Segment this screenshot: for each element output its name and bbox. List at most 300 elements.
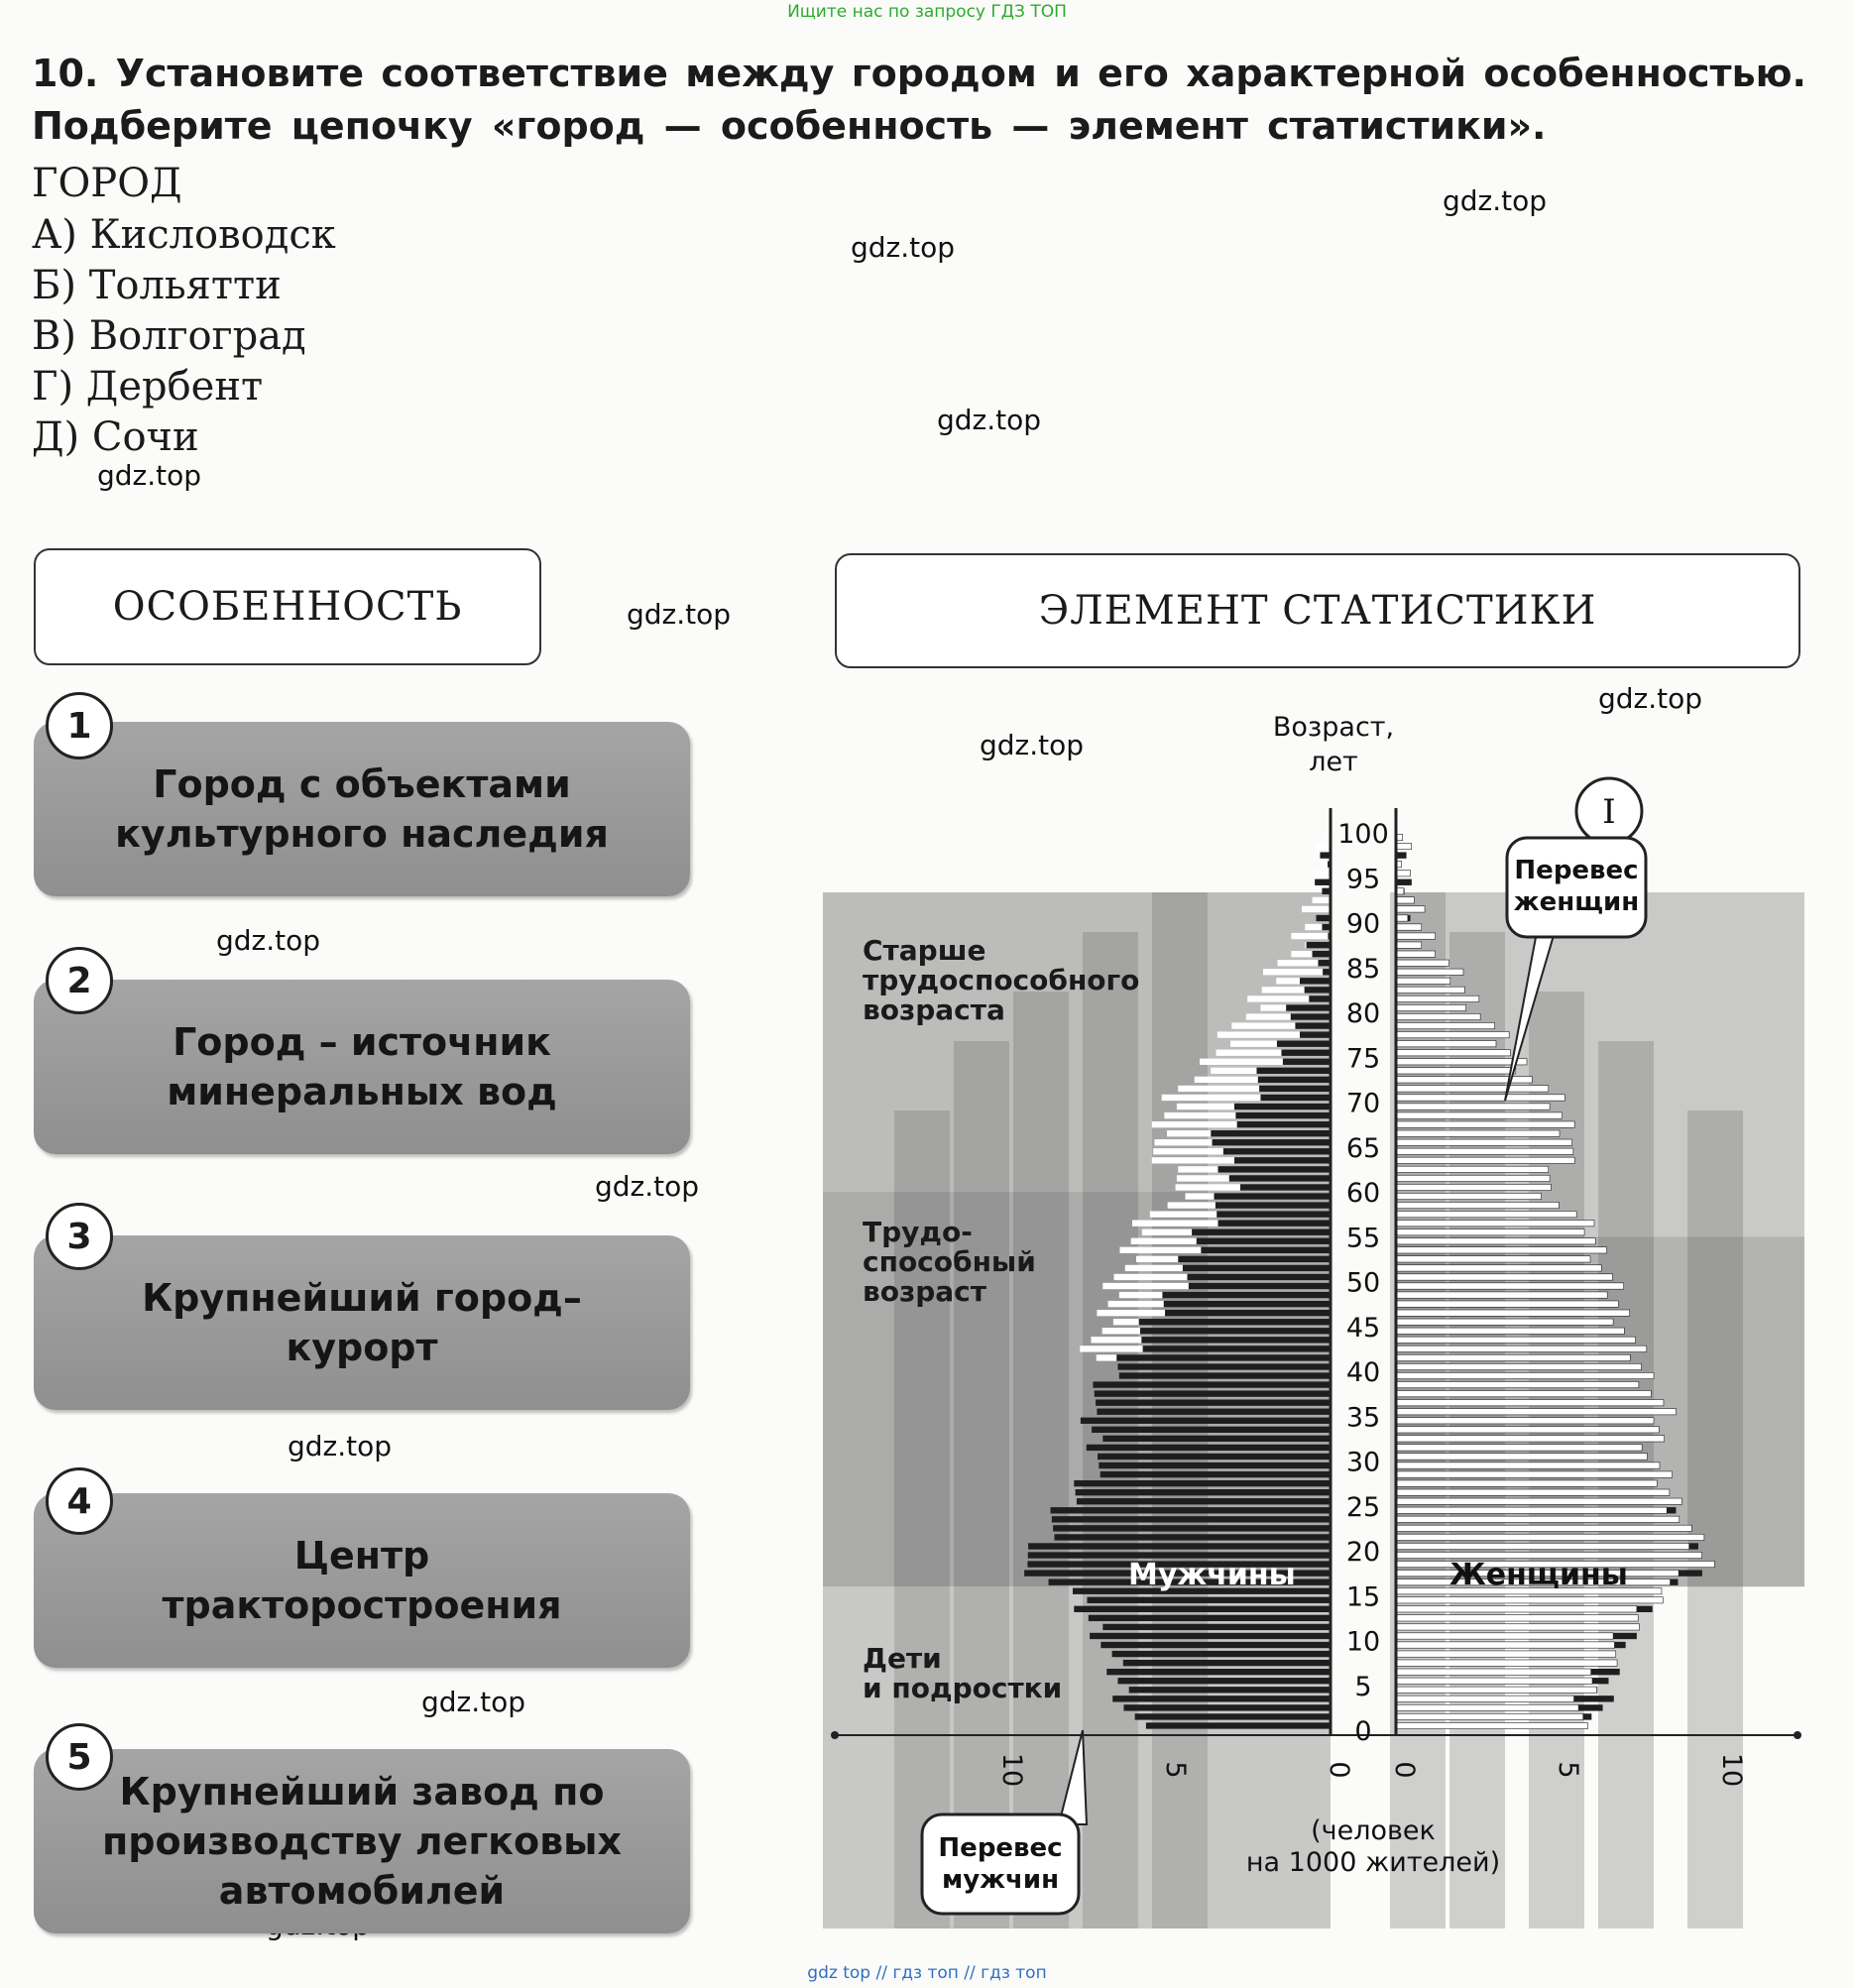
female-bar — [1396, 1489, 1670, 1495]
male-bar — [1307, 942, 1331, 948]
svg-text:Перевес: Перевес — [1514, 856, 1639, 885]
female-excess-overlay — [1276, 978, 1300, 984]
y-axis-title-line2: лет — [1309, 747, 1358, 777]
female-bar — [1396, 1345, 1647, 1351]
female-bar — [1396, 906, 1425, 912]
female-bar — [1396, 1221, 1594, 1227]
male-bar — [1235, 1112, 1331, 1118]
male-bar — [1140, 1328, 1331, 1334]
x-axis-end-dot — [831, 1731, 839, 1739]
age-tick-labels — [1337, 819, 1389, 1747]
age-tick-label: 100 — [1337, 819, 1389, 850]
task-heading-line1: 10. Установите соответствие между городом и его характерной особенностью. — [32, 52, 1806, 95]
male-bar — [1305, 987, 1331, 993]
watermark-text: gdz.top — [421, 1686, 526, 1718]
male-bar — [1295, 1022, 1331, 1028]
male-excess-overlay — [1404, 888, 1405, 894]
female-bar — [1396, 1696, 1574, 1701]
watermark-text: gdz.top — [627, 598, 732, 631]
female-bar — [1396, 1148, 1573, 1154]
female-excess-overlay — [1114, 1274, 1188, 1280]
female-excess-overlay — [1097, 1354, 1116, 1360]
female-bar — [1396, 1713, 1583, 1719]
female-excess-overlay — [1195, 1077, 1258, 1083]
male-bar — [1320, 852, 1331, 858]
male-excess-overlay — [1578, 1704, 1602, 1710]
female-bar — [1396, 897, 1414, 903]
female-bar — [1396, 951, 1436, 957]
female-excess-overlay — [1262, 987, 1305, 993]
female-bar — [1396, 924, 1422, 930]
male-bar — [1316, 915, 1331, 921]
female-bar — [1396, 1687, 1597, 1693]
female-bar — [1396, 1283, 1624, 1289]
female-excess-overlay — [1080, 1345, 1142, 1351]
male-bar — [1123, 1704, 1331, 1710]
female-excess-overlay — [1313, 897, 1330, 903]
male-bar — [1118, 1678, 1332, 1684]
male-bar — [1216, 1202, 1331, 1208]
female-excess-overlay — [1260, 1004, 1286, 1010]
male-excess-overlay — [1637, 1606, 1653, 1612]
city-item: В) Волгоград — [32, 313, 306, 359]
female-excess-overlay — [1108, 1301, 1164, 1307]
female-excess-overlay — [1324, 834, 1329, 840]
male-bar — [1215, 1193, 1331, 1199]
male-bar — [1087, 1597, 1331, 1603]
male-bar — [1309, 995, 1331, 1001]
female-bar — [1396, 1059, 1527, 1065]
male-bar — [1141, 1337, 1331, 1343]
age-tick-label: 15 — [1345, 1581, 1381, 1613]
female-bar — [1396, 1436, 1665, 1442]
female-bar — [1396, 1301, 1618, 1307]
male-excess-overlay — [1671, 1579, 1679, 1585]
feature-card-text: Центр тракторостроения — [162, 1534, 562, 1627]
male-bar — [1315, 879, 1331, 885]
female-bar — [1396, 995, 1479, 1001]
female-bar — [1396, 871, 1411, 877]
female-bar — [1396, 1704, 1578, 1710]
female-bar — [1396, 1068, 1516, 1074]
female-excess-overlay — [1102, 1283, 1188, 1289]
female-bar — [1396, 1274, 1612, 1280]
male-excess-overlay — [1398, 852, 1407, 858]
female-bar — [1396, 1328, 1624, 1334]
female-excess-overlay — [1305, 924, 1322, 930]
top-watermark-note: Ищите нас по запросу ГДЗ ТОП — [787, 2, 1067, 22]
age-tick-label: 85 — [1345, 953, 1381, 985]
male-bar — [1192, 1229, 1331, 1235]
female-excess-overlay — [1291, 933, 1328, 939]
female-excess-overlay — [1119, 1247, 1201, 1253]
female-bar — [1396, 1166, 1549, 1172]
male-bar — [1164, 1301, 1331, 1307]
female-bar — [1396, 1381, 1639, 1387]
female-bar — [1396, 1390, 1651, 1396]
age-tick-label: 0 — [1354, 1716, 1372, 1747]
age-tick-label: 10 — [1345, 1626, 1381, 1658]
female-excess-overlay — [1168, 1202, 1216, 1208]
male-bar — [1313, 951, 1331, 957]
female-bar — [1396, 1400, 1664, 1406]
female-bar — [1396, 1462, 1660, 1468]
female-bar — [1396, 1319, 1613, 1325]
svg-text:женщин: женщин — [1513, 887, 1640, 917]
male-bar — [1096, 1400, 1331, 1406]
age-tick-label: 45 — [1345, 1312, 1381, 1344]
female-bar — [1396, 942, 1422, 948]
male-bar — [1093, 1381, 1331, 1387]
male-bar — [1102, 1624, 1331, 1630]
watermark-text: gdz.top — [97, 459, 202, 492]
female-bar — [1396, 1256, 1590, 1262]
male-bar — [1089, 1615, 1331, 1621]
zone-label-old: Старше трудоспособного возраста — [863, 934, 1140, 1026]
female-excess-overlay — [1305, 942, 1306, 948]
watermark-text: gdz.top — [851, 231, 956, 264]
male-excess-overlay — [1689, 1543, 1698, 1549]
female-excess-overlay — [1152, 1121, 1237, 1127]
female-bar — [1396, 1238, 1595, 1244]
female-bar — [1396, 1022, 1495, 1028]
female-bar — [1396, 1597, 1663, 1603]
male-bar — [1291, 1013, 1331, 1019]
age-tick-label: 75 — [1345, 1043, 1381, 1075]
male-excess-overlay — [1591, 1669, 1620, 1675]
male-bar — [1300, 978, 1331, 984]
male-bar — [1101, 1471, 1331, 1477]
female-bar — [1396, 1041, 1496, 1047]
feature-card-2 — [34, 980, 690, 1154]
male-bar — [1217, 1221, 1331, 1227]
male-bar — [1074, 1480, 1331, 1486]
female-excess-overlay — [1177, 1175, 1229, 1181]
svg-text:мужчин: мужчин — [941, 1865, 1060, 1895]
male-excess-overlay — [1592, 1678, 1609, 1684]
x-tick-label: 10 — [1716, 1752, 1747, 1788]
male-bar — [1087, 1445, 1331, 1451]
x-unit-line2: на 1000 жителей) — [1245, 1847, 1501, 1878]
female-excess-overlay — [1315, 843, 1329, 849]
male-bar — [1162, 1292, 1331, 1298]
female-bar — [1396, 1337, 1636, 1343]
male-bar — [1217, 1211, 1331, 1217]
female-bar — [1396, 1130, 1560, 1136]
female-excess-overlay — [1278, 960, 1319, 966]
male-bar — [1260, 1095, 1331, 1101]
x-tick-label: 5 — [1553, 1761, 1583, 1779]
female-excess-overlay — [1119, 1292, 1163, 1298]
female-excess-overlay — [1154, 1139, 1212, 1145]
feature-number-badge: 3 — [46, 1203, 113, 1270]
y-axis-title-line1: Возраст, — [1272, 712, 1395, 743]
watermark-text: gdz.top — [1598, 682, 1703, 715]
female-bar — [1396, 1031, 1509, 1037]
male-excess-overlay — [1667, 1507, 1676, 1513]
city-item: Д) Сочи — [32, 414, 199, 460]
male-bar — [1189, 1283, 1331, 1289]
male-bar — [1234, 1157, 1331, 1163]
age-tick-label: 5 — [1354, 1671, 1372, 1702]
female-excess-overlay — [1142, 1229, 1192, 1235]
watermark-text: gdz.top — [595, 1170, 700, 1203]
female-bar — [1396, 1651, 1616, 1657]
female-bar — [1396, 1363, 1642, 1369]
female-bar — [1396, 1669, 1591, 1675]
female-excess-overlay — [1153, 1148, 1223, 1154]
female-bar — [1396, 1013, 1480, 1019]
female-bar — [1396, 1633, 1613, 1639]
female-bar — [1396, 1104, 1550, 1110]
female-bar — [1396, 1678, 1592, 1684]
female-bar — [1396, 1175, 1550, 1181]
female-bar — [1396, 1202, 1559, 1208]
male-bar — [1237, 1121, 1331, 1127]
age-tick-label: 50 — [1345, 1267, 1381, 1299]
feature-number-badge: 1 — [46, 692, 113, 760]
male-bar — [1028, 1543, 1331, 1549]
male-bar — [1165, 1310, 1331, 1316]
male-bar — [1090, 1633, 1331, 1639]
age-tick-label: 30 — [1345, 1447, 1381, 1478]
female-excess-overlay — [1246, 1013, 1291, 1019]
male-bar — [1112, 1651, 1331, 1657]
watermark-text: gdz.top — [288, 1430, 393, 1462]
age-tick-label: 35 — [1345, 1402, 1381, 1434]
male-excess-overlay — [1398, 879, 1412, 885]
female-bar — [1396, 1471, 1673, 1477]
x-axis-end-dot — [1794, 1731, 1801, 1739]
x-tick-label: 0 — [1324, 1761, 1354, 1779]
female-bar — [1396, 1372, 1654, 1378]
male-bar — [1099, 1462, 1331, 1468]
age-tick-label: 95 — [1345, 864, 1381, 895]
male-bar — [1143, 1345, 1331, 1351]
male-bar — [1119, 1372, 1331, 1378]
female-excess-overlay — [1150, 1211, 1217, 1217]
x-tick-label: 10 — [996, 1752, 1027, 1788]
feature-card-5 — [34, 1749, 690, 1933]
female-bar — [1396, 1112, 1563, 1118]
male-bar — [1052, 1516, 1331, 1522]
female-bar — [1396, 1454, 1647, 1460]
male-bar — [1197, 1238, 1331, 1244]
female-bar — [1396, 1498, 1681, 1504]
age-tick-label: 80 — [1345, 998, 1381, 1029]
female-series-label: Женщины — [1449, 1558, 1628, 1592]
x-tick-label: 0 — [1389, 1761, 1420, 1779]
age-tick-label: 70 — [1345, 1088, 1381, 1119]
female-bar — [1396, 1642, 1614, 1648]
female-excess-overlay — [1152, 1157, 1234, 1163]
male-bar — [1112, 1696, 1331, 1701]
female-bar — [1396, 1722, 1587, 1728]
female-excess-overlay — [1102, 1328, 1140, 1334]
feature-card-3 — [34, 1235, 690, 1410]
male-bar — [1076, 1489, 1331, 1495]
age-tick-label: 20 — [1345, 1537, 1381, 1568]
female-excess-overlay — [1325, 862, 1328, 868]
male-bar — [1201, 1247, 1331, 1253]
male-bar — [1240, 1184, 1331, 1190]
watermark-text: gdz.top — [216, 924, 321, 957]
feature-card-4 — [34, 1493, 690, 1668]
female-bar — [1396, 1050, 1511, 1056]
male-bar — [1051, 1507, 1331, 1513]
x-unit-line1: (человек — [1311, 1815, 1436, 1846]
female-excess-overlay — [1217, 1031, 1300, 1037]
population-pyramid-chart — [823, 694, 1804, 1938]
female-bar — [1396, 1229, 1584, 1235]
female-bar — [1396, 1606, 1637, 1612]
female-excess-overlay — [1136, 1256, 1178, 1262]
female-bar — [1396, 1507, 1667, 1513]
male-bar — [1286, 1004, 1331, 1010]
female-bar — [1396, 1660, 1617, 1666]
female-excess-overlay — [1178, 1086, 1259, 1092]
feature-card-text: Город с объектами культурного наследия — [115, 762, 609, 856]
female-bar — [1396, 987, 1464, 993]
age-tick-label: 25 — [1345, 1491, 1381, 1523]
female-bar — [1396, 969, 1463, 975]
male-bar — [1101, 1642, 1331, 1648]
female-bar — [1396, 1445, 1642, 1451]
male-bar — [1223, 1148, 1331, 1154]
feature-card-text: Крупнейший город–курорт — [142, 1276, 582, 1369]
female-excess-overlay — [1132, 1221, 1217, 1227]
male-bar — [1183, 1265, 1331, 1271]
female-bar — [1396, 1004, 1466, 1010]
female-bar — [1396, 1525, 1691, 1531]
female-bar — [1396, 1534, 1704, 1540]
feature-number-badge: 5 — [46, 1723, 113, 1791]
female-bar — [1396, 1418, 1654, 1424]
male-bar — [1098, 1454, 1331, 1460]
male-bar — [1139, 1319, 1331, 1325]
female-bar — [1396, 1184, 1551, 1190]
feature-card-1 — [34, 722, 690, 896]
male-bar — [1097, 1409, 1331, 1415]
male-bar — [1123, 1660, 1331, 1666]
watermark-text: gdz.top — [937, 404, 1042, 436]
female-excess-overlay — [1200, 1059, 1283, 1065]
female-bar — [1396, 1086, 1549, 1092]
city-item: Г) Дербент — [32, 364, 264, 409]
male-bar — [1277, 1041, 1331, 1047]
female-bar — [1396, 1516, 1680, 1522]
female-excess-overlay — [1178, 1166, 1217, 1172]
male-bar — [1211, 1130, 1331, 1136]
female-excess-overlay — [1263, 969, 1323, 975]
female-excess-overlay — [1302, 906, 1329, 912]
female-bar — [1396, 1310, 1630, 1316]
male-bar — [1118, 1363, 1332, 1369]
female-excess-overlay — [1291, 951, 1312, 957]
male-bar — [1106, 1669, 1331, 1675]
watermark-text: gdz.top — [980, 729, 1085, 761]
feature-section-title: ОСОБЕННОСТЬ — [34, 548, 541, 665]
female-excess-overlay — [1316, 871, 1329, 877]
feature-number-badge: 4 — [46, 1467, 113, 1535]
male-bar — [1135, 1713, 1331, 1719]
female-bar — [1396, 1615, 1638, 1621]
male-bar — [1129, 1687, 1331, 1693]
bottom-watermark-note: gdz top // гдз топ // гдз топ — [807, 1963, 1047, 1983]
male-bar — [1053, 1525, 1331, 1531]
female-bar — [1396, 1193, 1542, 1199]
stat-section-title: ЭЛЕМЕНТ СТАТИСТИКИ — [835, 553, 1800, 668]
female-bar — [1396, 1409, 1676, 1415]
zone-label-children: Дети и подростки — [863, 1642, 1063, 1704]
task-heading-line2: Подберите цепочку «город — особенность — элемент статистики». — [32, 104, 1547, 148]
age-tick-label: 65 — [1345, 1132, 1381, 1164]
female-excess-overlay — [1097, 1310, 1165, 1316]
female-excess-overlay — [1091, 1337, 1141, 1343]
female-excess-overlay — [1217, 1050, 1282, 1056]
male-bar — [1074, 1606, 1331, 1612]
male-bar — [1217, 1166, 1331, 1172]
male-bar — [1318, 960, 1331, 966]
female-excess-overlay — [1230, 1041, 1277, 1047]
female-bar — [1396, 960, 1448, 966]
male-excess-overlay — [1583, 1713, 1592, 1719]
city-item: А) Кисловодск — [32, 212, 336, 258]
age-tick-label: 60 — [1345, 1178, 1381, 1209]
male-bar — [1077, 1498, 1331, 1504]
female-bar — [1396, 1354, 1630, 1360]
female-excess-overlay — [1125, 1265, 1183, 1271]
feature-card-text: Город – источник минеральных вод — [167, 1020, 557, 1113]
male-bar — [1256, 1068, 1331, 1074]
male-series-label: Мужчины — [1128, 1558, 1296, 1592]
female-excess-overlay — [1177, 1104, 1234, 1110]
female-excess-overlay — [1164, 1112, 1235, 1118]
x-tick-label: 5 — [1160, 1761, 1191, 1779]
age-tick-label: 40 — [1345, 1357, 1381, 1388]
male-bar — [1258, 1077, 1331, 1083]
female-excess-overlay — [1211, 1068, 1256, 1074]
male-excess-overlay — [1613, 1633, 1637, 1639]
female-bar — [1396, 843, 1412, 849]
watermark-text: gdz.top — [1443, 184, 1548, 217]
male-bar — [1229, 1175, 1331, 1181]
male-bar — [1116, 1354, 1331, 1360]
male-bar — [1092, 1427, 1331, 1433]
city-item: Б) Тольятти — [32, 263, 282, 308]
female-excess-overlay — [1176, 1184, 1240, 1190]
male-bar — [1102, 1436, 1331, 1442]
female-excess-overlay — [1231, 1022, 1295, 1028]
male-bar — [1178, 1256, 1331, 1262]
male-bar — [1283, 1059, 1331, 1065]
female-excess-overlay — [1247, 995, 1309, 1001]
male-bar — [1300, 1031, 1331, 1037]
female-excess-overlay — [1131, 1238, 1197, 1244]
age-tick-label: 90 — [1345, 908, 1381, 940]
female-bar — [1396, 1543, 1689, 1549]
male-bar — [1187, 1274, 1331, 1280]
marker-badge — [1576, 778, 1642, 844]
female-bar — [1396, 1247, 1607, 1253]
female-bar — [1396, 1095, 1564, 1101]
female-bar — [1396, 978, 1450, 984]
zone-label-working: Трудо-способный возраст — [863, 1216, 1036, 1308]
female-bar — [1396, 1292, 1607, 1298]
female-excess-overlay — [1113, 1319, 1139, 1325]
svg-text:Перевес: Перевес — [938, 1833, 1063, 1863]
female-bar — [1396, 1265, 1601, 1271]
